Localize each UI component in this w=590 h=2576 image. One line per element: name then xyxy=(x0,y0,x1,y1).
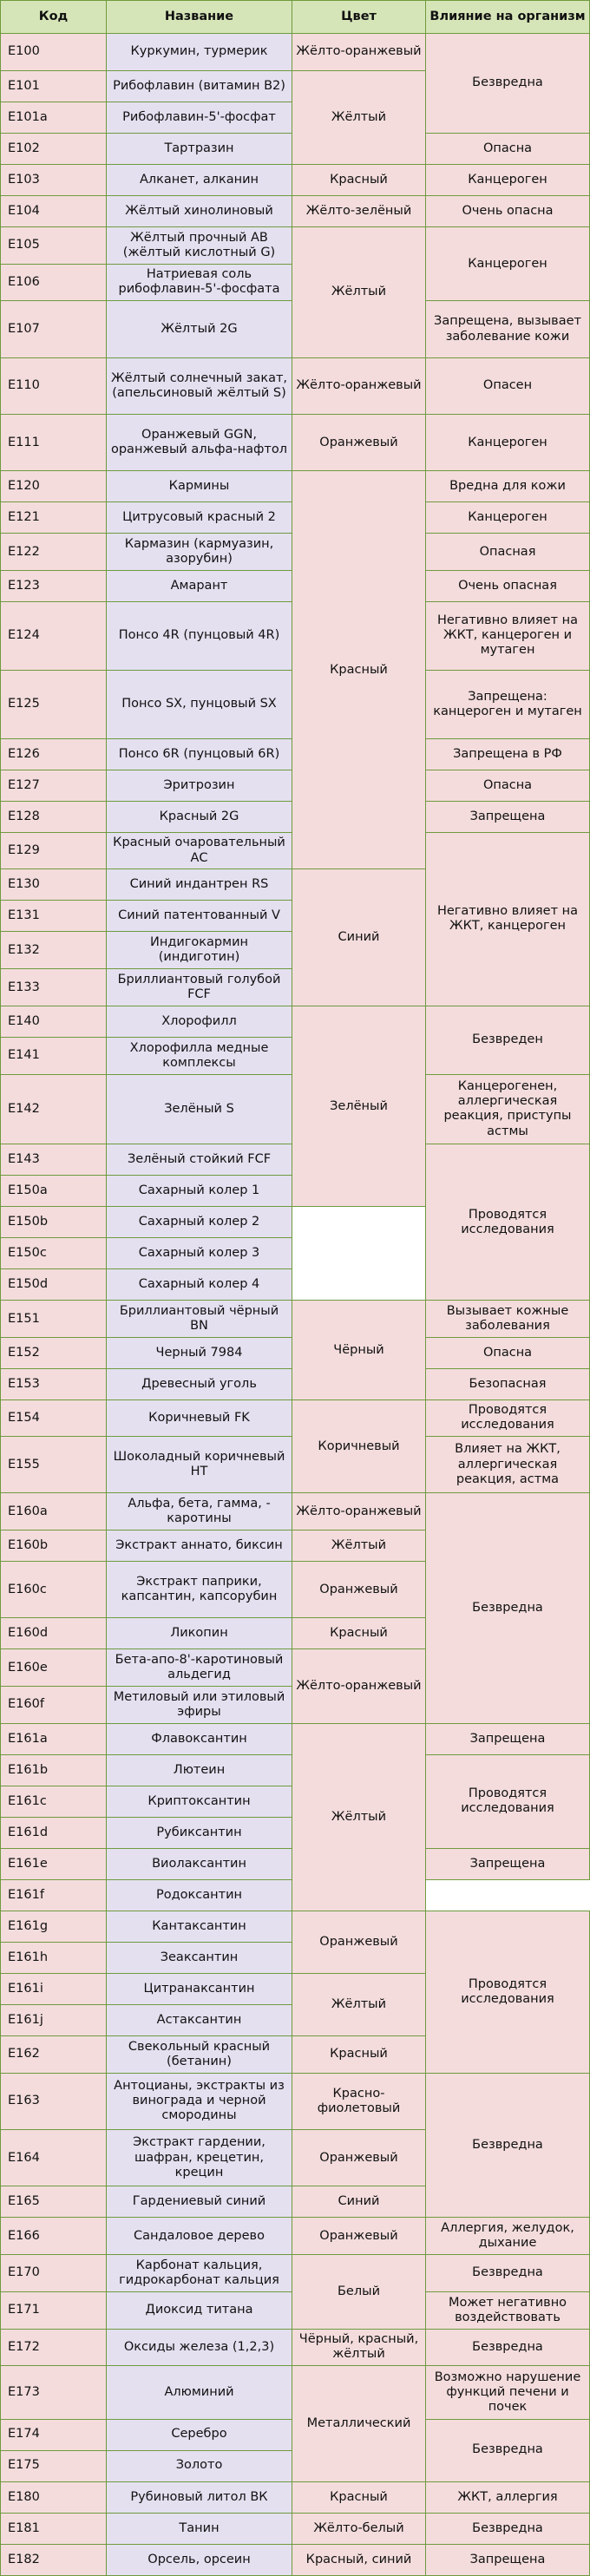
additive-code: E129 xyxy=(1,832,107,869)
additive-code: E161i xyxy=(1,1973,107,2004)
additive-color: Красный xyxy=(292,2035,426,2073)
additive-name: Метиловый или этиловый эфиры xyxy=(107,1687,292,1724)
additive-code: E182 xyxy=(1,2544,107,2575)
additive-code: E161c xyxy=(1,1786,107,1817)
additive-name: Диоксид титана xyxy=(107,2291,292,2329)
additive-name: Альфа, бета, гамма, - каротины xyxy=(107,1493,292,1531)
table-row xyxy=(1,1400,590,1437)
additive-name: Кармазин (кармуазин, азорубин) xyxy=(107,534,292,571)
additive-effect: Аллергия, желудок, дыхание xyxy=(426,2218,590,2255)
table-row xyxy=(1,1006,590,1037)
additive-code: E107 xyxy=(1,301,107,357)
additive-code: E160f xyxy=(1,1687,107,1724)
additive-name: Бета-апо-8'-каротиновый альдегид xyxy=(107,1649,292,1687)
additive-name: Зелёный S xyxy=(107,1074,292,1144)
additive-color: Оранжевый xyxy=(292,2218,426,2255)
additive-name: Индигокармин (индиготин) xyxy=(107,932,292,969)
additive-color: Красный, синий xyxy=(292,2544,426,2575)
additive-name: Зелёный стойкий FCF xyxy=(107,1144,292,1176)
additive-name: Цитранаксантин xyxy=(107,1973,292,2004)
additive-effect: Безвредна xyxy=(426,2419,590,2481)
additive-code: E180 xyxy=(1,2481,107,2513)
additive-color: Коричневый xyxy=(292,1400,426,1493)
additive-code: E150b xyxy=(1,1207,107,1238)
additive-name: Экстракт аннато, биксин xyxy=(107,1530,292,1561)
additive-name: Рибофлавин (витамин В2) xyxy=(107,70,292,102)
additive-effect: Запрещена xyxy=(426,1723,590,1754)
table-body xyxy=(1,34,590,2576)
additive-effect: Проводятся исследования xyxy=(426,1144,590,1301)
table-row xyxy=(1,164,590,195)
additive-effect: Канцероген xyxy=(426,164,590,195)
additive-name: Гардениевый синий xyxy=(107,2186,292,2218)
additive-name: Свекольный красный (бетанин) xyxy=(107,2035,292,2073)
additive-effect: Возможно нарушение функций печени и почек xyxy=(426,2366,590,2419)
additive-name: Флавоксантин xyxy=(107,1723,292,1754)
additive-code: E161e xyxy=(1,1848,107,1879)
additive-code: E133 xyxy=(1,969,107,1006)
additive-effect: Опасная xyxy=(426,534,590,571)
additive-effect: Запрещена xyxy=(426,2544,590,2575)
additive-name: Понсо 4R (пунцовый 4R) xyxy=(107,602,292,671)
additive-effect: Опасна xyxy=(426,1338,590,1369)
additive-effect: Безвредна xyxy=(426,2255,590,2292)
additive-code: E161g xyxy=(1,1911,107,1942)
additive-color: Металлический xyxy=(292,2366,426,2481)
additive-code: E164 xyxy=(1,2130,107,2186)
additive-code: E175 xyxy=(1,2450,107,2481)
additive-name: Понсо SX, пунцовый SX xyxy=(107,670,292,738)
additive-name: Рибофлавин-5'-фосфат xyxy=(107,102,292,133)
additive-code: E172 xyxy=(1,2329,107,2366)
additive-name: Криптоксантин xyxy=(107,1786,292,1817)
table-row xyxy=(1,2366,590,2419)
additive-color: Жёлтый xyxy=(292,70,426,164)
additive-color: Жёлто-оранжевый xyxy=(292,1493,426,1531)
additive-name: Эритрозин xyxy=(107,770,292,801)
additive-code: E150d xyxy=(1,1269,107,1301)
additive-code: E140 xyxy=(1,1006,107,1037)
table-row xyxy=(1,2481,590,2513)
additive-code: E105 xyxy=(1,226,107,264)
additive-name: Синий патентованный V xyxy=(107,901,292,932)
additive-code: E150c xyxy=(1,1238,107,1269)
additive-code: E142 xyxy=(1,1074,107,1144)
additive-code: E160b xyxy=(1,1530,107,1561)
additive-code: E104 xyxy=(1,195,107,226)
additive-effect: Вызывает кожные заболевания xyxy=(426,1301,590,1338)
additive-effect: Очень опасная xyxy=(426,571,590,602)
additive-color: Оранжевый xyxy=(292,2130,426,2186)
additive-name: Шоколадный коричневый НТ xyxy=(107,1436,292,1492)
additive-effect: Проводятся исследования xyxy=(426,1911,590,2073)
additive-code: E101a xyxy=(1,102,107,133)
additive-color: Красный xyxy=(292,1618,426,1649)
additive-effect: Проводятся исследования xyxy=(426,1754,590,1848)
additive-code: E150a xyxy=(1,1176,107,1207)
additive-name: Куркумин, турмерик xyxy=(107,34,292,71)
table-row xyxy=(1,2218,590,2255)
additive-effect: Может негативно воздействовать xyxy=(426,2291,590,2329)
additive-code: E102 xyxy=(1,133,107,164)
additive-name: Карбонат кальция, гидрокарбонат кальция xyxy=(107,2255,292,2292)
table-row xyxy=(1,357,590,414)
additive-name: Древесный уголь xyxy=(107,1369,292,1400)
additive-color: Зелёный xyxy=(292,1006,426,1206)
additive-color: Красный xyxy=(292,164,426,195)
additive-color: Чёрный, красный, жёлтый xyxy=(292,2329,426,2366)
additive-name: Ликопин xyxy=(107,1618,292,1649)
additive-code: E153 xyxy=(1,1369,107,1400)
additive-color: Красный xyxy=(292,2481,426,2513)
additive-name: Бриллиантовый чёрный BN xyxy=(107,1301,292,1338)
additive-name: Родоксантин xyxy=(107,1879,292,1911)
table-row xyxy=(1,471,590,502)
additive-code: E165 xyxy=(1,2186,107,2218)
additive-effect: Безопасная xyxy=(426,1369,590,1400)
additive-effect: Негативно влияет на ЖКТ, канцероген и мутаген xyxy=(426,602,590,671)
table-row xyxy=(1,2544,590,2575)
additive-name: Экстракт паприки, капсантин, капсорубин xyxy=(107,1561,292,1617)
additive-effect: Канцероген xyxy=(426,226,590,301)
additive-color: Жёлтый xyxy=(292,1530,426,1561)
additive-name: Золото xyxy=(107,2450,292,2481)
additive-code: E106 xyxy=(1,264,107,301)
additive-effect: Проводятся исследования xyxy=(426,1400,590,1437)
additive-code: E152 xyxy=(1,1338,107,1369)
additive-code: E161d xyxy=(1,1817,107,1848)
table-row xyxy=(1,2513,590,2544)
table-row xyxy=(1,1301,590,1338)
additive-code: E100 xyxy=(1,34,107,71)
additive-code: E160a xyxy=(1,1493,107,1531)
additive-color: Жёлто-оранжевый xyxy=(292,357,426,414)
additive-color: Жёлто-зелёный xyxy=(292,195,426,226)
additive-name: Натриевая соль рибофлавин-5'-фосфата xyxy=(107,264,292,301)
additive-name: Цитрусовый красный 2 xyxy=(107,502,292,534)
additive-effect: Вредна для кожи xyxy=(426,471,590,502)
additive-name: Экстракт гардении, шафран, крецетин, крецин xyxy=(107,2130,292,2186)
additive-code: E171 xyxy=(1,2291,107,2329)
additive-effect: Канцероген xyxy=(426,414,590,470)
additive-color: Жёлто-оранжевый xyxy=(292,34,426,71)
additive-code: E160c xyxy=(1,1561,107,1617)
additive-effect: Запрещена xyxy=(426,1848,590,1879)
additive-name: Алканет, алканин xyxy=(107,164,292,195)
table-row xyxy=(1,1493,590,1531)
additive-effect: Канцероген xyxy=(426,502,590,534)
additive-name: Танин xyxy=(107,2513,292,2544)
additive-code: E181 xyxy=(1,2513,107,2544)
additive-color: Оранжевый xyxy=(292,1561,426,1617)
table-row xyxy=(1,1911,590,1942)
additive-name: Зеаксантин xyxy=(107,1942,292,1973)
table-row xyxy=(1,414,590,470)
additive-color: Чёрный xyxy=(292,1301,426,1400)
additive-name: Кантаксантин xyxy=(107,1911,292,1942)
additive-name: Астаксантин xyxy=(107,2004,292,2035)
additive-code: E122 xyxy=(1,534,107,571)
additive-color: Синий xyxy=(292,2186,426,2218)
additive-code: E160e xyxy=(1,1649,107,1687)
additive-color: Жёлтый xyxy=(292,226,426,357)
additive-name: Амарант xyxy=(107,571,292,602)
additive-code: E111 xyxy=(1,414,107,470)
additive-effect: Канцерогенен, аллергическая реакция, приступы астмы xyxy=(426,1074,590,1144)
additive-color: Жёлто-оранжевый xyxy=(292,1649,426,1724)
additive-effect: Безвредна xyxy=(426,2073,590,2218)
additive-color: Синий xyxy=(292,869,426,1006)
additive-effect: Очень опасна xyxy=(426,195,590,226)
additive-code: E124 xyxy=(1,602,107,671)
additive-effect: Безвредна xyxy=(426,1493,590,1724)
additive-effect: Безвредна xyxy=(426,2513,590,2544)
additive-name: Красный очаровательный АС xyxy=(107,832,292,869)
additive-code: E163 xyxy=(1,2073,107,2129)
table-row xyxy=(1,2329,590,2366)
additive-code: E126 xyxy=(1,738,107,770)
additive-name: Хлорофилл xyxy=(107,1006,292,1037)
additive-name: Рубиновый литол ВК xyxy=(107,2481,292,2513)
additive-name: Коричневый FK xyxy=(107,1400,292,1437)
header-code: Код xyxy=(1,1,107,34)
additive-name: Жёлтый прочный АВ (жёлтый кислотный G) xyxy=(107,226,292,264)
additive-effect: Влияет на ЖКТ, аллергическая реакция, астма xyxy=(426,1436,590,1492)
table-header-row xyxy=(1,1,590,34)
additive-code: E127 xyxy=(1,770,107,801)
additive-effect: Запрещена xyxy=(426,801,590,832)
additive-effect: Запрещена, вызывает заболевание кожи xyxy=(426,301,590,357)
header-name: Название xyxy=(107,1,292,34)
additive-code: E128 xyxy=(1,801,107,832)
additive-code: E103 xyxy=(1,164,107,195)
additive-name: Жёлтый хинолиновый xyxy=(107,195,292,226)
additive-name: Кармины xyxy=(107,471,292,502)
additive-code: E174 xyxy=(1,2419,107,2450)
additive-name: Виолаксантин xyxy=(107,1848,292,1879)
table-row xyxy=(1,226,590,264)
additive-name: Серебро xyxy=(107,2419,292,2450)
additive-effect: Негативно влияет на ЖКТ, канцероген xyxy=(426,832,590,1006)
additive-code: E173 xyxy=(1,2366,107,2419)
additive-name: Антоцианы, экстракты из винограда и черной смородины xyxy=(107,2073,292,2129)
additive-code: E166 xyxy=(1,2218,107,2255)
additive-code: E161a xyxy=(1,1723,107,1754)
additive-effect: Запрещена: канцероген и мутаген xyxy=(426,670,590,738)
additive-name: Оранжевый GGN, оранжевый альфа-нафтол xyxy=(107,414,292,470)
additive-effect: Безвредна xyxy=(426,34,590,134)
additive-code: E123 xyxy=(1,571,107,602)
additive-name: Сандаловое дерево xyxy=(107,2218,292,2255)
additive-code: E154 xyxy=(1,1400,107,1437)
additive-effect: Опасен xyxy=(426,357,590,414)
additive-name: Черный 7984 xyxy=(107,1338,292,1369)
additive-color: Красный xyxy=(292,471,426,869)
additive-name: Алюминий xyxy=(107,2366,292,2419)
additive-code: E131 xyxy=(1,901,107,932)
additive-name: Жёлтый солнечный закат, (апельсиновый жёлтый S) xyxy=(107,357,292,414)
additive-color: Жёлто-белый xyxy=(292,2513,426,2544)
table-row xyxy=(1,2073,590,2129)
table-row xyxy=(1,1723,590,1754)
additive-color: Жёлтый xyxy=(292,1973,426,2035)
table-row xyxy=(1,2255,590,2292)
additive-color: Оранжевый xyxy=(292,414,426,470)
header-color: Цвет xyxy=(292,1,426,34)
additive-effect: Безвредна xyxy=(426,2329,590,2366)
additive-code: E101 xyxy=(1,70,107,102)
additive-code: E125 xyxy=(1,670,107,738)
additive-code: E161f xyxy=(1,1879,107,1911)
additive-code: E143 xyxy=(1,1144,107,1176)
additive-effect: Опасна xyxy=(426,133,590,164)
additive-name: Сахарный колер 4 xyxy=(107,1269,292,1301)
additive-name: Хлорофилла медные комплексы xyxy=(107,1037,292,1074)
additive-color: Красно-фиолетовый xyxy=(292,2073,426,2129)
additive-code: E161j xyxy=(1,2004,107,2035)
table-row xyxy=(1,195,590,226)
additive-code: E141 xyxy=(1,1037,107,1074)
additive-name: Бриллиантовый голубой FCF xyxy=(107,969,292,1006)
additive-code: E161b xyxy=(1,1754,107,1786)
additive-name: Лютеин xyxy=(107,1754,292,1786)
additive-name: Оксиды железа (1,2,3) xyxy=(107,2329,292,2366)
additive-name: Орсель, орсеин xyxy=(107,2544,292,2575)
additive-name: Понсо 6R (пунцовый 6R) xyxy=(107,738,292,770)
additive-effect: Запрещена в РФ xyxy=(426,738,590,770)
additive-color: Белый xyxy=(292,2255,426,2330)
additive-name: Сахарный колер 2 xyxy=(107,1207,292,1238)
additive-effect: Безвреден xyxy=(426,1006,590,1074)
additive-code: E151 xyxy=(1,1301,107,1338)
additive-name: Синий индантрен RS xyxy=(107,869,292,901)
additive-name: Жёлтый 2G xyxy=(107,301,292,357)
table-row xyxy=(1,34,590,71)
additive-code: E160d xyxy=(1,1618,107,1649)
additive-name: Красный 2G xyxy=(107,801,292,832)
additive-name: Тартразин xyxy=(107,133,292,164)
additive-code: E170 xyxy=(1,2255,107,2292)
additive-code: E120 xyxy=(1,471,107,502)
additive-name: Рубиксантин xyxy=(107,1817,292,1848)
additive-code: E121 xyxy=(1,502,107,534)
header-effect: Влияние на организм xyxy=(426,1,590,34)
additive-code: E155 xyxy=(1,1436,107,1492)
additive-color: Жёлтый xyxy=(292,1723,426,1911)
additive-effect: Опасна xyxy=(426,770,590,801)
additive-code: E132 xyxy=(1,932,107,969)
additive-code: E162 xyxy=(1,2035,107,2073)
additive-color: Оранжевый xyxy=(292,1911,426,1973)
additive-code: E110 xyxy=(1,357,107,414)
additive-code: E130 xyxy=(1,869,107,901)
additive-code: E161h xyxy=(1,1942,107,1973)
additive-name: Сахарный колер 3 xyxy=(107,1238,292,1269)
additive-effect: ЖКТ, аллергия xyxy=(426,2481,590,2513)
additive-name: Сахарный колер 1 xyxy=(107,1176,292,1207)
